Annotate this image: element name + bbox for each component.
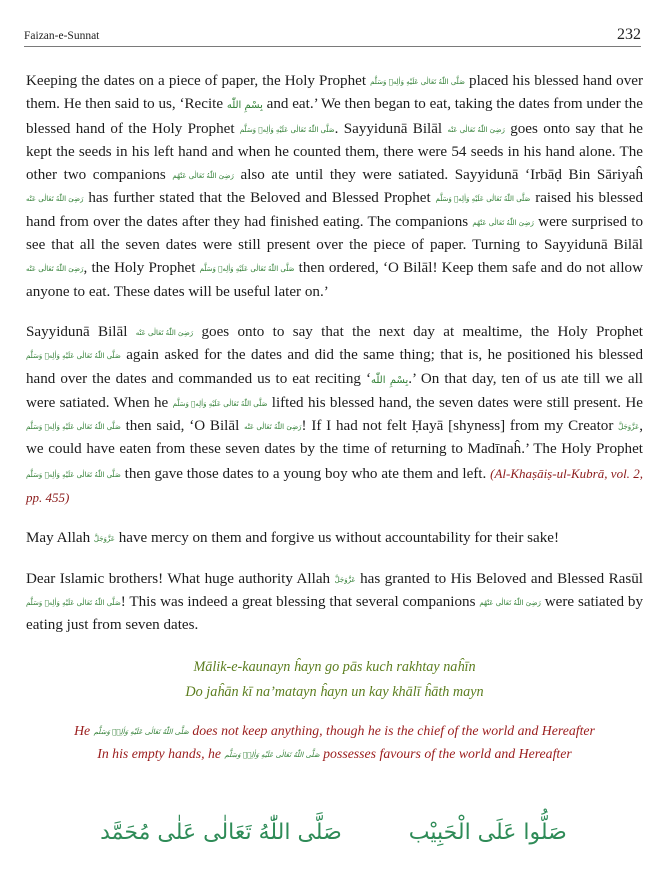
honorific-prophet: صَلَّى اللّٰهُ تَعَالٰى عَلَيْهِ وَاٰلِهٖ وَسَلَّم	[26, 598, 121, 607]
bismillah-inline: بِسْمِ اللّٰه	[370, 374, 409, 386]
poem-line-2: Do jaĥān kī na’matayn ĥayn un kay khālī ĥāth mayn	[185, 683, 484, 700]
paragraph-2: Sayyidunā Bilāl رَضِىَ اللّٰهُ تَعَالٰى عَنْه goes onto to say that the next day at mealtime, the Holy Prophet صَلَّى اللّٰهُ تَعَالٰى عَلَيْهِ وَاٰلِهٖ وَسَلَّم again asked for the dates and did the same thing; that is, he positioned his blessed hand over the dates and commanded us to eat reciting ‘بِسْمِ اللّٰه.’ On that day, ten of us ate till we all were satiated. When he صَلَّى اللّٰهُ تَعَالٰى عَلَيْهِ وَاٰلِهٖ وَسَلَّم lifted his blessed hand, the seven dates were still present. He صَلَّى اللّٰهُ تَعَالٰى عَلَيْهِ وَاٰلِهٖ وَسَلَّم then said, ‘O Bilāl رَضِىَ اللّٰهُ تَعَالٰى عَنْه! If I had not felt Ḥayā [shyness] from my Creator عَزَّوَجَلَّ, we could have eaten from these seven dates by the time of returning to Madīnaĥ.’ The Holy Prophet صَلَّى اللّٰهُ تَعَالٰى عَلَيْهِ وَاٰلِهٖ وَسَلَّم then gave those dates to a young boy who ate them and left. (Al-Khaṣāiṣ-ul-Kubrā, vol. 2, pp. 455)	[26, 323, 643, 506]
honorific-prophet: صَلَّى اللّٰهُ تَعَالٰى عَلَيْهِ وَاٰلِهٖ وَسَلَّم	[435, 195, 531, 204]
honorific-prophet: صَلَّى اللّٰهُ تَعَالٰى عَلَيْهِ وَاٰلِهٖ وَسَلَّم	[199, 265, 295, 274]
honorific-prophet: صَلَّى اللّٰهُ تَعَالٰى عَلَيْهِ وَاٰلِهٖ وَسَلَّم	[370, 78, 465, 86]
honorific-ra: رَضِىَ اللّٰهُ تَعَالٰى عَنْه	[26, 265, 84, 274]
honorific-ra: رَضِىَ اللّٰهُ تَعَالٰى عَنْه	[26, 195, 84, 204]
page-number: 232	[617, 26, 641, 43]
honorific-ra: رَضِىَ اللّٰهُ تَعَالٰى عَنْه	[447, 125, 505, 134]
honorific-prophet: صَلَّى اللّٰهُ تَعَالٰى عَلَيْهِ وَاٰلِهٖ وَسَلَّم	[172, 399, 268, 408]
honorific-prophet: صَلَّى اللّٰهُ تَعَالٰى عَلَيْهِ وَاٰلِهٖ وَسَلَّم	[239, 125, 335, 134]
honorific-prophet: صَلَّى اللّٰهُ تَعَالٰى عَلَيْهِ وَاٰلِهٖ وَسَلَّم	[93, 727, 189, 736]
paragraph-3: May Allah عَزَّوَجَلَّ have mercy on them and forgive us without accountability for their sake!	[26, 530, 559, 547]
honorific-prophet: صَلَّى اللّٰهُ تَعَالٰى عَلَيْهِ وَاٰلِهٖ وَسَلَّم	[26, 470, 121, 479]
honorific-ra-plural: رَضِىَ اللّٰهُ تَعَالٰى عَنْهُم	[479, 598, 541, 607]
bismillah-inline: بِسْمِ اللّٰه	[226, 100, 263, 112]
translation-line-1: He صَلَّى اللّٰهُ تَعَالٰى عَلَيْهِ وَاٰلِهٖ وَسَلَّم does not keep anything, though he is the chief of the world and Hereafter	[74, 722, 595, 738]
translation-line-2: In his empty hands, he صَلَّى اللّٰهُ تَعَالٰى عَلَيْهِ وَاٰلِهٖ وَسَلَّم possesses favours of the world and Hereafter	[97, 745, 572, 761]
honorific-ra-plural: رَضِىَ اللّٰهُ تَعَالٰى عَنْهُم	[472, 218, 534, 227]
honorific-prophet: صَلَّى اللّٰهُ تَعَالٰى عَلَيْهِ وَاٰلِهٖ وَسَلَّم	[224, 750, 320, 759]
honorific-prophet: صَلَّى اللّٰهُ تَعَالٰى عَلَيْهِ وَاٰلِهٖ وَسَلَّم	[26, 423, 121, 432]
reference-citation: (Al-Khaṣāiṣ-ul-Kubrā, vol. 2, pp. 455)	[26, 465, 643, 506]
poem-line-1: Mālik-e-kaunayn ĥayn go pās kuch rakhtay naĥīn	[193, 658, 476, 675]
honorific-allah: عَزَّوَجَلَّ	[618, 423, 640, 432]
honorific-allah: عَزَّوَجَلَّ	[93, 535, 115, 544]
salat-calligraphy	[0, 820, 667, 845]
poem	[26, 655, 643, 705]
page-body	[26, 70, 643, 765]
honorific-allah: عَزَّوَجَلَّ	[334, 575, 356, 584]
honorific-prophet: صَلَّى اللّٰهُ تَعَالٰى عَلَيْهِ وَاٰلِهٖ وَسَلَّم	[26, 352, 121, 361]
salat-part-1: صَلُّوا عَلَى الْحَبِيْب	[408, 820, 567, 845]
paragraph-1: Keeping the dates on a piece of paper, the Holy Prophet صَلَّى اللّٰهُ تَعَالٰى عَلَيْهِ وَاٰلِهٖ وَسَلَّم placed his blessed hand over them. He then said to us, ‘Recite بِسْمِ اللّٰه and eat.’ We then began to eat, taking the dates from under the blessed hand of the Holy Prophet صَلَّى اللّٰهُ تَعَالٰى عَلَيْهِ وَاٰلِهٖ وَسَلَّم. Sayyidunā Bilāl رَضِىَ اللّٰهُ تَعَالٰى عَنْه goes onto say that he kept the seeds in his left hand and when he counted them, there were 54 seeds in his hand alone. The other two companions رَضِىَ اللّٰهُ تَعَالٰى عَنْهُم also ate until they were satiated. Sayyidunā ‘Irbāḍ Bin Sāriyaĥ رَضِىَ اللّٰهُ تَعَالٰى عَنْه has further stated that the Beloved and Blessed Prophet صَلَّى اللّٰهُ تَعَالٰى عَلَيْهِ وَاٰلِهٖ وَسَلَّم raised his blessed hand from over the dates after they had finished eating. The companions رَضِىَ اللّٰهُ تَعَالٰى عَنْهُم were surprised to see that all the seven dates were still present over the piece of paper. Turning to Sayyidunā Bilāl رَضِىَ اللّٰهُ تَعَالٰى عَنْه, the Holy Prophet صَلَّى اللّٰهُ تَعَالٰى عَلَيْهِ وَاٰلِهٖ وَسَلَّم then ordered, ‘O Bilāl! Keep them safe and do not allow anyone to eat. These dates will be useful later on.’	[26, 73, 643, 300]
poem-translation	[26, 719, 643, 765]
honorific-ra-plural: رَضِىَ اللّٰهُ تَعَالٰى عَنْهُم	[172, 172, 234, 181]
salat-part-2: صَلَّى اللّٰهُ تَعَالٰى عَلٰى مُحَمَّد	[100, 820, 342, 845]
honorific-ra: رَضِىَ اللّٰهُ تَعَالٰى عَنْه	[244, 423, 302, 432]
book-title: Faizan-e-Sunnat	[24, 30, 100, 42]
honorific-ra: رَضِىَ اللّٰهُ تَعَالٰى عَنْه	[135, 328, 194, 337]
page-header	[24, 24, 641, 47]
paragraph-4: Dear Islamic brothers! What huge authority Allah عَزَّوَجَلَّ has granted to His Beloved and Blessed Rasūl صَلَّى اللّٰهُ تَعَالٰى عَلَيْهِ وَاٰلِهٖ وَسَلَّم! This was indeed a great blessing that several companions رَضِىَ اللّٰهُ تَعَالٰى عَنْهُم were satiated by eating just from seven dates.	[26, 570, 643, 634]
